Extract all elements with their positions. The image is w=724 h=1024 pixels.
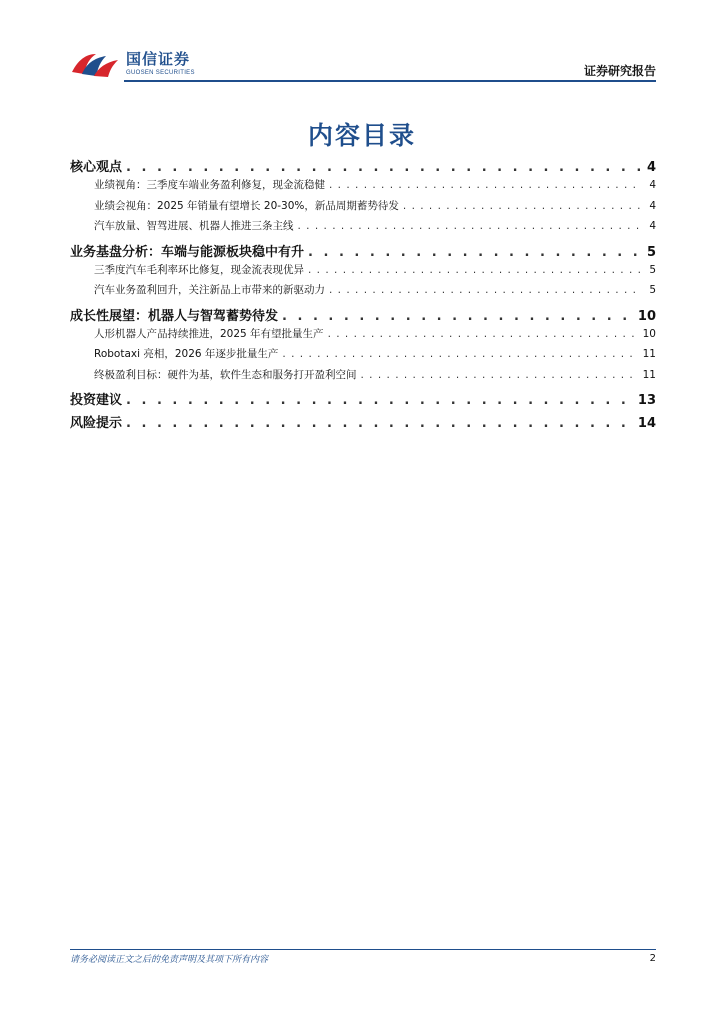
toc-section-entry[interactable] (70, 305, 656, 326)
footer-disclaimer: 请务必阅读正文之后的免责声明及其项下所有内容 (70, 955, 269, 965)
toc-subsection-entry[interactable] (70, 198, 656, 219)
toc-page-number: 4 (646, 160, 656, 175)
toc-entry-text: 核心观点 (70, 160, 123, 175)
toc-entry-text: 风险提示 (70, 416, 123, 431)
toc-subsection-entry[interactable] (70, 346, 656, 367)
toc-subsection-entry[interactable] (70, 367, 656, 388)
toc-subsection-entry[interactable] (70, 282, 656, 303)
toc-entry-text: 汽车放量、智驾进展、机器人推进三条主线 (94, 220, 294, 232)
toc-dot-leader (329, 179, 642, 191)
toc-dot-leader (298, 220, 643, 232)
toc-page-number: 11 (642, 348, 656, 360)
toc-page-number: 14 (637, 416, 656, 431)
report-type-label: 证券研究报告 (583, 64, 656, 78)
toc-title: 内容目录 (307, 121, 416, 150)
toc-entry-text: 三季度汽车毛利率环比修复，现金流表现优异 (94, 263, 304, 276)
guosen-logo-icon (70, 50, 120, 78)
toc-entry-text: Robotaxi 亮相，2026 年逐步批量生产 (94, 348, 279, 360)
footer-divider (70, 949, 656, 950)
toc-section-entry[interactable] (70, 241, 656, 262)
toc-entry-text: 业务基盘分析：车端与能源板块稳中有升 (70, 244, 305, 260)
toc-dot-leader (282, 309, 634, 324)
toc-entry-text: 业绩视角：三季度车端业务盈利修复，现金流稳健 (94, 179, 325, 191)
toc-page-number: 5 (646, 244, 656, 260)
toc-dot-leader (126, 393, 634, 408)
toc-page-number: 5 (649, 284, 656, 296)
page-header (0, 0, 724, 90)
toc-subsection-entry[interactable] (70, 218, 656, 239)
toc-subsection-entry[interactable] (70, 262, 656, 283)
toc-dot-leader (308, 264, 642, 276)
toc-page-number: 10 (637, 308, 656, 324)
toc-dot-leader (328, 328, 639, 340)
toc-dot-leader (126, 416, 634, 431)
toc-dot-leader (308, 245, 642, 260)
toc-dot-leader (403, 200, 642, 212)
table-of-contents (70, 154, 656, 433)
toc-page-number: 5 (649, 263, 656, 276)
toc-section-entry[interactable] (70, 156, 656, 177)
toc-dot-leader (329, 284, 642, 296)
logo-chinese-name: 国信证券 (126, 50, 191, 68)
toc-dot-leader (126, 160, 642, 175)
toc-dot-leader (361, 369, 639, 381)
toc-entry-text: 汽车业务盈利回升，关注新品上市带来的新驱动力 (94, 284, 325, 296)
toc-subsection-entry[interactable] (70, 326, 656, 347)
toc-entry-text: 成长性展望：机器人与智驾蓄势待发 (70, 308, 279, 324)
toc-page-number: 4 (649, 179, 656, 191)
toc-page-number: 13 (637, 393, 656, 408)
header-divider (124, 80, 656, 82)
toc-page-number: 4 (649, 199, 656, 212)
toc-page-number: 10 (642, 327, 656, 340)
toc-page-number: 11 (642, 368, 656, 381)
toc-entry-text: 业绩会视角：2025 年销量有望增长 20-30%，新品周期蓄势待发 (94, 199, 399, 212)
toc-page-number: 4 (649, 220, 656, 232)
toc-entry-text: 投资建议 (70, 393, 123, 408)
toc-section-entry[interactable] (70, 389, 656, 410)
guosen-logo (70, 50, 195, 78)
logo-english-name: GUOSEN SECURITIES (126, 70, 195, 76)
toc-entry-text: 终极盈利目标：硬件为基，软件生态和服务打开盈利空间 (94, 368, 357, 381)
page-number: 2 (649, 953, 656, 964)
toc-section-entry[interactable] (70, 412, 656, 433)
toc-subsection-entry[interactable] (70, 177, 656, 198)
toc-entry-text: 人形机器人产品持续推进，2025 年有望批量生产 (94, 327, 324, 340)
toc-dot-leader (282, 348, 638, 360)
